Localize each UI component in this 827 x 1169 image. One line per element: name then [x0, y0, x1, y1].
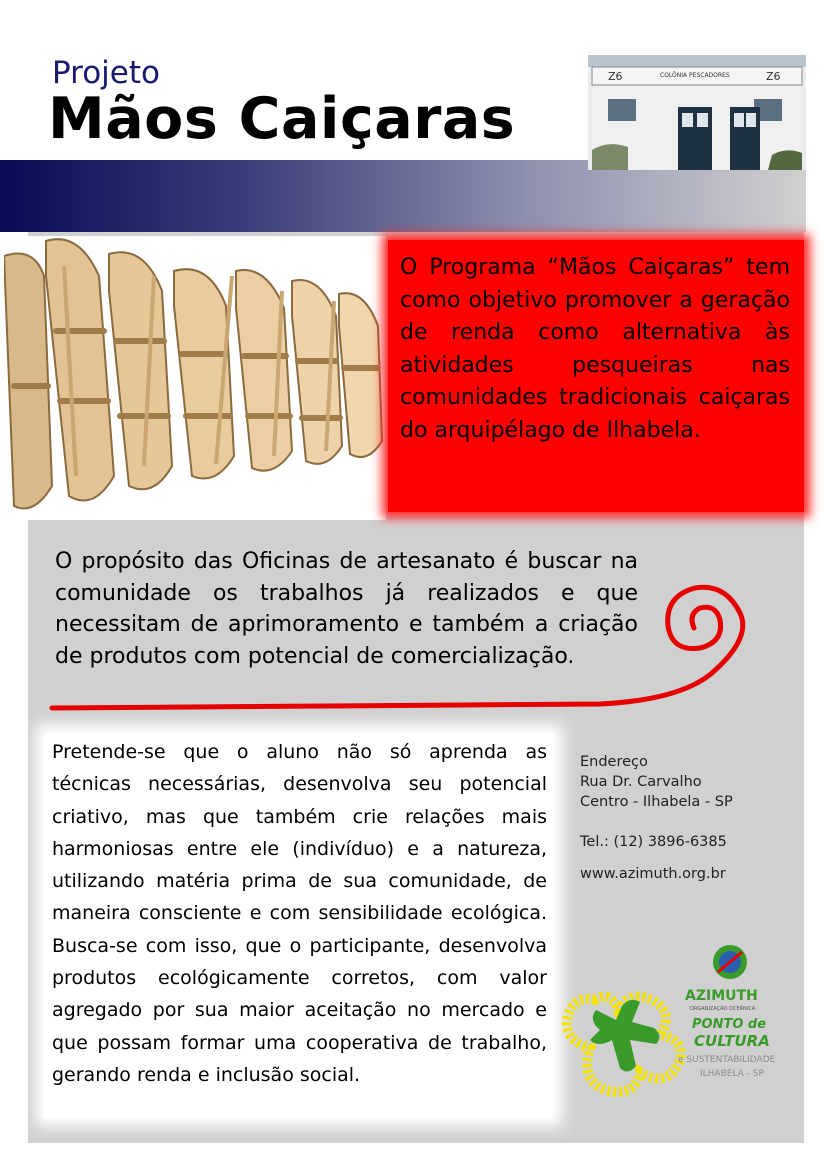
- phone-number: Tel.: (12) 3896-6385: [580, 834, 727, 850]
- sign-center-text: COLÔNIA PESCADORES: [660, 72, 730, 79]
- logo-location: ILHABELA - SP: [700, 1069, 764, 1079]
- logo-tagline: ORGANIZAÇÃO OCEÂNICA: [690, 1006, 756, 1012]
- sign-z6-left: Z6: [608, 70, 623, 83]
- sign-z6-right: Z6: [766, 70, 781, 83]
- logo-cultura: CULTURA: [694, 1032, 770, 1050]
- logo-sustentabilidade: e SUSTENTABILIDADE: [678, 1055, 776, 1065]
- body-text: Pretende-se que o aluno não só aprenda as técnicas necessárias, desenvolva seu potencial criativo, mas que também crie relações mais harmoniosas entre ele (indivíduo) e a natureza, utilizando matéria prima de sua comunidade, de maneira consciente e com sensibilidade ecológica. Busca-se com isso, que o participante, desenvolva produtos ecológicamente corretos, com valor agregado por sua maior aceitação no mercado e que possam formar uma cooperativa de trabalho, gerando renda e inclusão social.: [52, 741, 547, 1086]
- building-photo: [588, 55, 806, 170]
- purpose-text: O propósito das Oficinas de artesanato é buscar na comunidade os trabalhos já realizados e que necessitam de aprimoramento e também a criação de produtos com potencial de comercialização.: [55, 549, 638, 669]
- gradient-banner: [0, 160, 806, 232]
- address-city: Centro - Ilhabela - SP: [580, 794, 733, 810]
- page-title: Mãos Caiçaras: [48, 86, 516, 152]
- azimuth-ponto-de-cultura-logo: [560, 940, 790, 1105]
- website-link[interactable]: www.azimuth.org.br: [580, 866, 726, 882]
- wooden-boats-photo: [4, 236, 386, 520]
- logo-ponto-de: PONTO de: [692, 1017, 767, 1032]
- intro-text: O Programa “Mãos Caiçaras” tem como objetivo promover a geração de renda como alternativa às atividades pesqueiras nas comunidades tradicionais caiçaras do arquipélago de Ilhabela.: [400, 255, 790, 443]
- red-spiral-decoration: [40, 578, 780, 713]
- contact-block: [580, 752, 733, 884]
- address-heading: Endereço: [580, 754, 648, 770]
- logo-azimuth-name: AZIMUTH: [685, 988, 758, 1004]
- project-label: Projeto: [52, 55, 160, 91]
- address-street: Rua Dr. Carvalho: [580, 774, 702, 790]
